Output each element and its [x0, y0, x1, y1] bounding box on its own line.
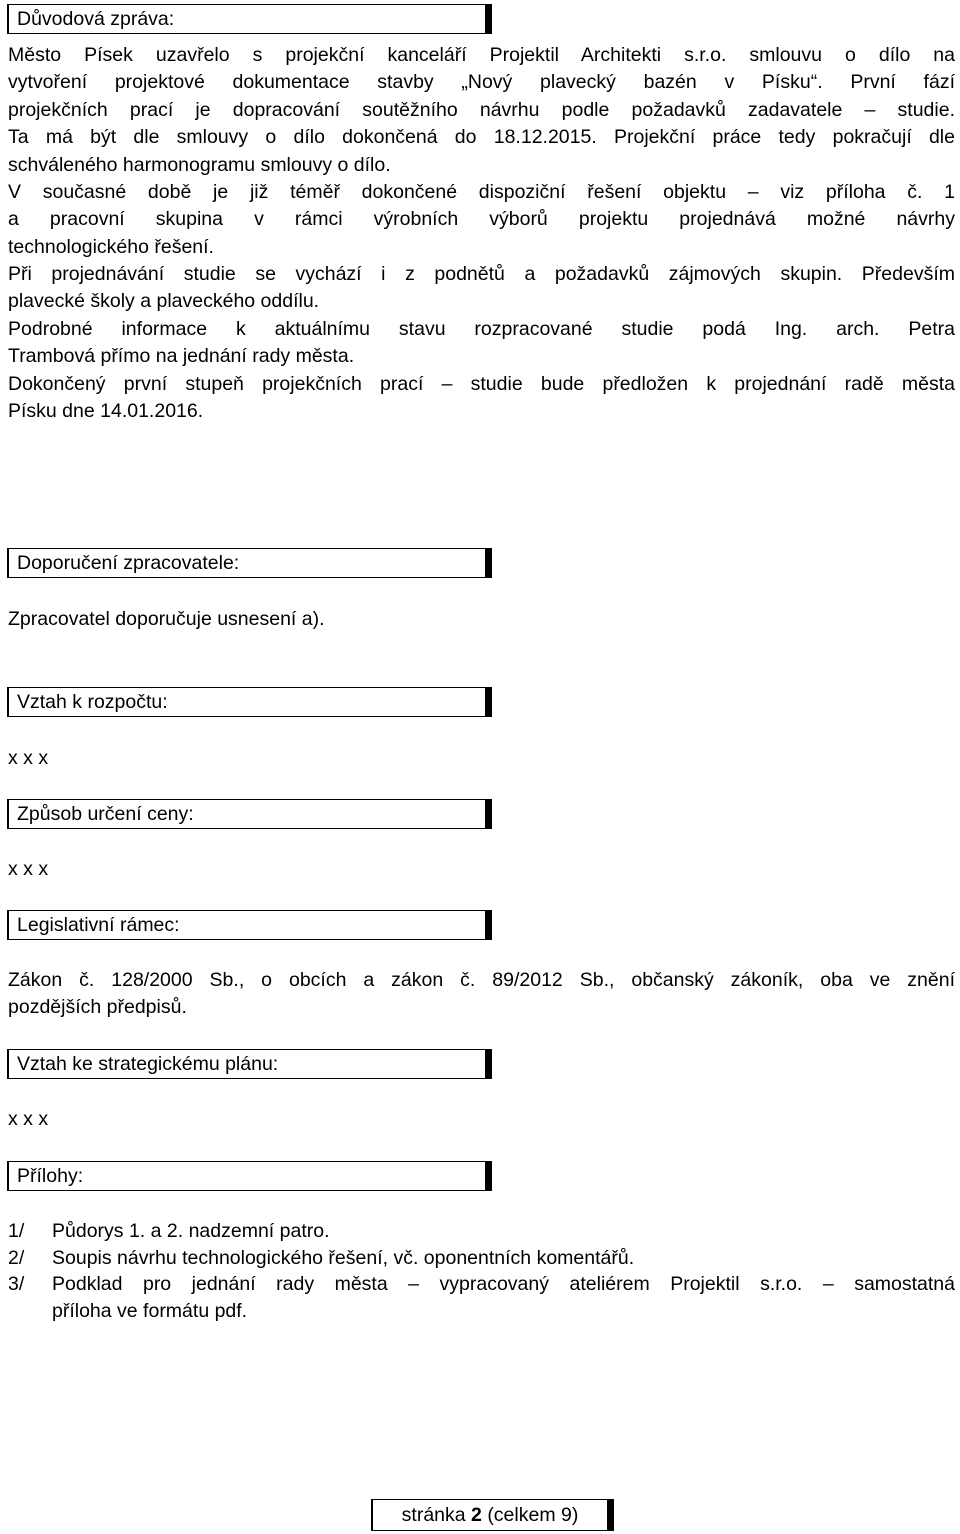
attachment-text: příloha ve formátu pdf.	[52, 1300, 248, 1323]
recommendation-text: Zpracovatel doporučuje usnesení a).	[8, 608, 325, 630]
attachment-text: Soupis návrhu technologického řešení, vč. oponentních komentářů.	[52, 1247, 635, 1269]
report-line: V současné době je již téměř dokončené dispoziční řešení objektu – viz příloha č. 1	[8, 181, 955, 203]
page-number-box	[371, 1499, 614, 1531]
report-line: Trambová přímo na jednání rady města.	[8, 345, 355, 368]
section-heading-doporuceni	[7, 548, 492, 578]
report-line: Písku dne 14.01.2016.	[8, 400, 204, 423]
report-line: schváleného harmonogramu smlouvy o dílo.	[8, 153, 391, 176]
report-paragraph-3	[8, 261, 955, 316]
section-heading-label: Vztah ke strategickému plánu:	[17, 1053, 279, 1075]
attachment-number: 3/	[8, 1273, 25, 1295]
report-line: technologického řešení.	[8, 235, 214, 258]
section-heading-duvodova	[7, 4, 492, 34]
section-heading-label: Vztah k rozpočtu:	[17, 691, 168, 713]
report-line: a pracovní skupina v rámci výrobních výborů projektu projednává možné návrhy	[8, 208, 955, 231]
budget-text: x x x	[8, 747, 49, 769]
section-heading-rozpocet	[7, 687, 492, 717]
report-paragraph-4	[8, 316, 955, 371]
attachment-text: Půdorys 1. a 2. nadzemní patro.	[52, 1220, 330, 1242]
report-line: Ta má být dle smlouvy o dílo dokončená do 18.12.2015. Projekční práce tedy pokračují dle	[8, 126, 955, 149]
section-heading-label: Legislativní rámec:	[17, 914, 180, 936]
report-line: Při projednávání studie se vychází i z podnětů a požadavků zájmových skupin. Především	[8, 263, 955, 285]
report-line: Město Písek uzavřelo s projekční kanceláří Projektil Architekti s.r.o. smlouvu o dílo na	[8, 44, 955, 66]
legislation-text	[8, 967, 955, 1022]
report-line: plavecké školy a plaveckého oddílu.	[8, 290, 320, 313]
section-heading-prilohy	[7, 1161, 492, 1191]
report-paragraph-5	[8, 371, 955, 426]
section-heading-label: Přílohy:	[17, 1165, 84, 1187]
attachment-number: 1/	[8, 1220, 25, 1242]
section-heading-cena	[7, 799, 492, 829]
report-line: projekčních prací je dopracování soutěžního návrhu podle požadavků zadavatele – studie.	[8, 98, 955, 121]
section-heading-strategie	[7, 1049, 492, 1079]
report-line: Dokončený první stupeň projekčních prací – studie bude předložen k projednání radě města	[8, 373, 955, 395]
page-prefix: stránka	[401, 1504, 466, 1526]
legislation-line: Zákon č. 128/2000 Sb., o obcích a zákon č. 89/2012 Sb., občanský zákoník, oba ve znění	[8, 969, 955, 991]
section-heading-label: Doporučení zpracovatele:	[17, 552, 240, 574]
page-total: (celkem 9)	[487, 1504, 579, 1526]
report-paragraph-1	[8, 42, 955, 179]
section-heading-label: Způsob určení ceny:	[17, 803, 194, 825]
report-line: vytvoření projektové dokumentace stavby „Nový plavecký bazén v Písku“. První fází	[8, 71, 955, 94]
section-heading-legislativa	[7, 910, 492, 940]
legislation-line: pozdějších předpisů.	[8, 996, 187, 1019]
report-paragraph-2	[8, 179, 955, 261]
attachment-number: 2/	[8, 1247, 25, 1269]
strategy-text: x x x	[8, 1108, 49, 1130]
price-text: x x x	[8, 858, 49, 880]
report-line: Podrobné informace k aktuálnímu stavu rozpracované studie podá Ing. arch. Petra	[8, 318, 955, 340]
attachment-text: Podklad pro jednání rady města – vypracovaný ateliérem Projektil s.r.o. – samostatná	[52, 1273, 955, 1295]
section-heading-label: Důvodová zpráva:	[17, 8, 175, 30]
page-current: 2	[471, 1504, 482, 1526]
